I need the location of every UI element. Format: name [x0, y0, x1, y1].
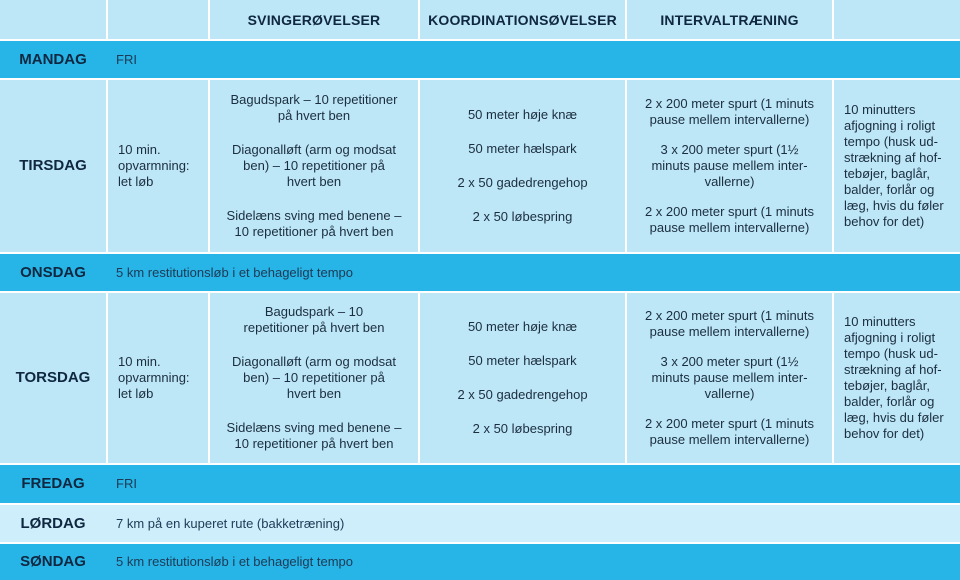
cooldown-line: balder, forlår og: [844, 182, 935, 197]
swing-exercise-text: Bagudspark – 10 repetitioner: [230, 92, 398, 107]
torsdag-cooldown: [834, 293, 960, 463]
header-warmup: [108, 0, 208, 39]
day-label-tirsdag: TIRSDAG: [0, 80, 106, 252]
interval-text: pause mellem intervallerne): [649, 324, 810, 339]
coordination-exercise-text: 2 x 50 gadedrengehop: [457, 175, 588, 190]
tirsdag-coordination-exercises: [420, 80, 625, 252]
cooldown-line: behov for det): [844, 426, 925, 441]
torsdag-swing-exercises: [210, 293, 418, 463]
coordination-exercise-text: 50 meter hælspark: [468, 141, 577, 156]
warmup-line: opvarmning:: [118, 158, 190, 173]
header-swing-exercises: SVINGERØVELSER: [210, 0, 418, 39]
cooldown-line: tebøjer, baglår,: [844, 378, 930, 393]
header-corner-cell: [0, 0, 106, 39]
swing-exercise-text: Diagonalløft (arm og modsat: [231, 354, 396, 369]
interval-text: 2 x 200 meter spurt (1 minuts: [644, 416, 815, 431]
interval-text: vallerne): [704, 174, 755, 189]
cooldown-line: behov for det): [844, 214, 925, 229]
day-label-mandag: MANDAG: [0, 41, 106, 78]
swing-exercise-text: Sidelæns sving med benene –: [226, 420, 402, 435]
interval-text: 3 x 200 meter spurt (1½: [660, 142, 799, 157]
interval-text: pause mellem intervallerne): [649, 112, 810, 127]
day-label-torsdag: TORSDAG: [0, 293, 106, 463]
coordination-exercise-text: 50 meter høje knæ: [467, 107, 578, 122]
cooldown-line: afjogning i roligt: [844, 118, 936, 133]
sondag-activity: 5 km restitutionsløb i et behageligt tempo: [106, 544, 960, 580]
swing-exercise-text: Diagonalløft (arm og modsat: [231, 142, 396, 157]
lordag-activity: 7 km på en kuperet rute (bakketræning): [106, 505, 960, 542]
tirsdag-warmup: [108, 80, 208, 252]
cooldown-line: afjogning i roligt: [844, 330, 936, 345]
cooldown-line: 10 minutters: [844, 314, 916, 329]
swing-exercise-text: Sidelæns sving med benene –: [226, 208, 402, 223]
cooldown-line: tempo (husk ud-: [844, 346, 938, 361]
fredag-activity: FRI: [106, 465, 960, 503]
interval-text: 2 x 200 meter spurt (1 minuts: [644, 204, 815, 219]
warmup-line: opvarmning:: [118, 370, 190, 385]
cooldown-line: tempo (husk ud-: [844, 134, 938, 149]
warmup-line: let løb: [118, 174, 154, 189]
interval-text: 2 x 200 meter spurt (1 minuts: [644, 96, 815, 111]
day-label-lordag: LØRDAG: [0, 505, 106, 542]
swing-exercise-text: hvert ben: [286, 386, 342, 401]
warmup-line: 10 min.: [118, 354, 161, 369]
coordination-exercise-text: 2 x 50 løbespring: [472, 421, 573, 436]
cooldown-line: strækning af hof-: [844, 362, 942, 377]
torsdag-interval-training: [627, 293, 832, 463]
tirsdag-interval-training: [627, 80, 832, 252]
day-label-sondag: SØNDAG: [0, 544, 106, 580]
swing-exercise-text: ben) – 10 repetitioner på: [243, 158, 385, 173]
swing-exercise-text: 10 repetitioner på hvert ben: [234, 436, 394, 451]
swing-exercise-text: repetitioner på hvert ben: [243, 320, 385, 335]
swing-exercise-text: 10 repetitioner på hvert ben: [234, 224, 394, 239]
cooldown-line: læg, hvis du føler: [844, 198, 944, 213]
day-label-onsdag: ONSDAG: [0, 254, 106, 291]
header-interval-training: INTERVALTRÆNING: [627, 0, 832, 39]
coordination-exercise-text: 50 meter hælspark: [468, 353, 577, 368]
torsdag-coordination-exercises: [420, 293, 625, 463]
interval-text: pause mellem intervallerne): [649, 220, 810, 235]
torsdag-warmup: [108, 293, 208, 463]
swing-exercise-text: ben) – 10 repetitioner på: [243, 370, 385, 385]
interval-text: pause mellem intervallerne): [649, 432, 810, 447]
cooldown-line: 10 minutters: [844, 102, 916, 117]
interval-text: minuts pause mellem inter-: [651, 158, 808, 173]
swing-exercise-text: Bagudspark – 10: [264, 304, 364, 319]
swing-exercise-text: hvert ben: [286, 174, 342, 189]
interval-text: 3 x 200 meter spurt (1½: [660, 354, 799, 369]
day-label-fredag: FREDAG: [0, 465, 106, 503]
warmup-line: 10 min.: [118, 142, 161, 157]
onsdag-activity: 5 km restitutionsløb i et behageligt tempo: [106, 254, 960, 291]
cooldown-line: tebøjer, baglår,: [844, 166, 930, 181]
mandag-activity: FRI: [106, 41, 960, 78]
swing-exercise-text: på hvert ben: [277, 108, 351, 123]
header-coordination-exercises: KOORDINATIONSØVELSER: [420, 0, 625, 39]
cooldown-line: læg, hvis du føler: [844, 410, 944, 425]
coordination-exercise-text: 2 x 50 gadedrengehop: [457, 387, 588, 402]
coordination-exercise-text: 50 meter høje knæ: [467, 319, 578, 334]
header-cooldown: [834, 0, 960, 39]
coordination-exercise-text: 2 x 50 løbespring: [472, 209, 573, 224]
tirsdag-swing-exercises: [210, 80, 418, 252]
tirsdag-cooldown: [834, 80, 960, 252]
interval-text: 2 x 200 meter spurt (1 minuts: [644, 308, 815, 323]
warmup-line: let løb: [118, 386, 154, 401]
cooldown-line: strækning af hof-: [844, 150, 942, 165]
interval-text: minuts pause mellem inter-: [651, 370, 808, 385]
interval-text: vallerne): [704, 386, 755, 401]
cooldown-line: balder, forlår og: [844, 394, 935, 409]
